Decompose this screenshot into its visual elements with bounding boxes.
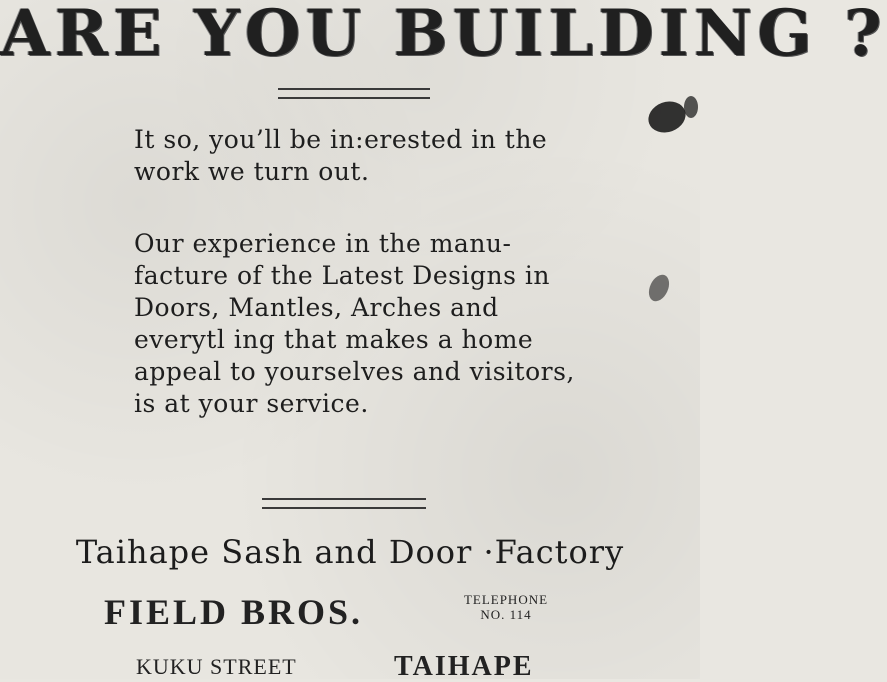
factory-name: Taihape Sash and Door ·Factory	[75, 533, 625, 571]
ink-smudge	[645, 272, 673, 305]
paragraph-text: Our experience in the manu-facture of the Latest Designs in Doors, Mantles, Arches and everytl ing that makes a home appeal to yourselves and visitors, is at your service.	[134, 229, 575, 418]
decorative-rule-middle	[262, 498, 426, 509]
body-paragraph-1	[134, 124, 594, 188]
town-name: TAIHAPE	[394, 651, 534, 682]
firm-name: FIELD BROS.	[104, 592, 364, 632]
street-address: KUKU STREET	[136, 654, 297, 679]
decorative-rule-top	[278, 88, 430, 99]
body-paragraph-2	[134, 228, 594, 420]
telephone-number: NO. 114	[480, 607, 532, 622]
telephone-block	[446, 592, 566, 622]
headline: ARE YOU BUILDING ?	[0, 0, 887, 71]
paragraph-text: It so, you’ll be in:erested in the work we turn out.	[134, 125, 548, 186]
telephone-label: TELEPHONE	[463, 592, 549, 607]
ink-smudge	[684, 96, 698, 118]
ink-smudge	[644, 96, 690, 137]
